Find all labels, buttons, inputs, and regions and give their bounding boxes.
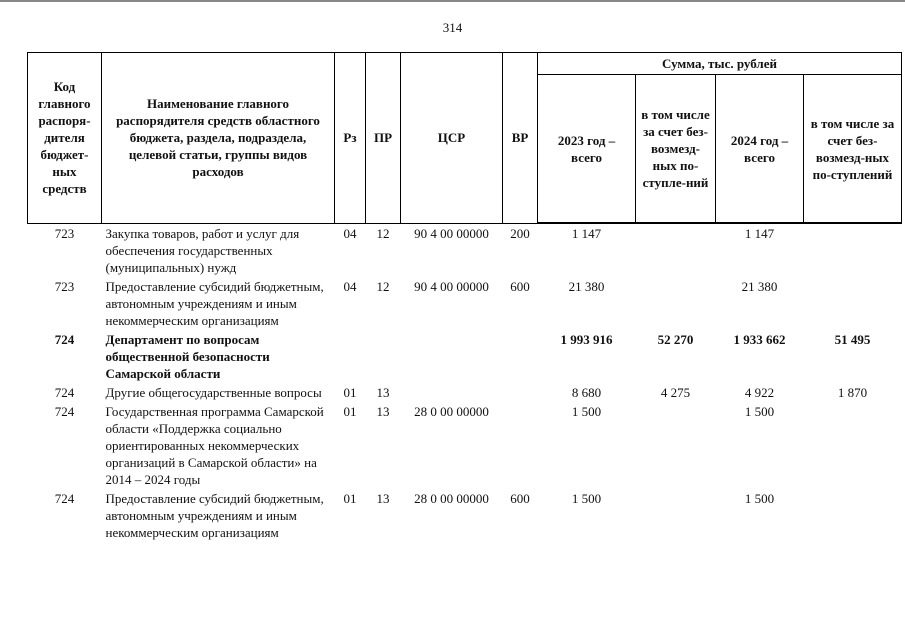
free-2024-cell	[804, 402, 902, 489]
table-row	[28, 330, 902, 383]
csr-cell	[401, 383, 503, 402]
sum-2024-cell: 4 922	[744, 384, 775, 400]
name-cell: Закупка товаров, работ и услуг для обеспечения государственных (муниципальных) нужд	[105, 225, 300, 275]
vr-cell	[503, 383, 538, 402]
free-2023-cell	[636, 223, 716, 277]
table-row	[28, 383, 902, 402]
sum-2023-cell: 1 500	[571, 490, 602, 506]
sum-2023-cell: 8 680	[571, 384, 602, 400]
header-2023-total: 2023 год – всего	[538, 75, 636, 224]
sum-2024-cell: 1 500	[744, 403, 775, 419]
name-cell: Другие общегосударственные вопросы	[105, 384, 322, 400]
sum-2023-cell: 1 147	[571, 226, 602, 241]
name-cell: Предоставление субсидий бюджетным, автономным учреждениям и иным некоммерческим организациям	[105, 278, 324, 328]
table-row	[28, 402, 902, 489]
table-row	[28, 223, 902, 277]
code-cell: 724	[54, 403, 75, 419]
csr-cell: 28 0 00 00000	[414, 403, 489, 419]
sum-2024-cell: 21 380	[741, 278, 778, 294]
pr-cell: 13	[376, 384, 390, 400]
page-number: 314	[442, 20, 463, 35]
table-header	[28, 53, 902, 224]
header-name: Наименование главного распорядителя средств областного бюджета, раздела, подраздела, целевой статьи, группы видов расходов	[102, 53, 335, 224]
vr-cell: 600	[510, 490, 530, 506]
code-cell: 724	[54, 331, 75, 347]
code-cell: 724	[54, 384, 75, 400]
csr-cell: 28 0 00 00000	[414, 490, 489, 506]
sum-2024-cell: 1 147	[744, 226, 775, 241]
csr-cell	[401, 330, 503, 383]
pr-cell: 12	[376, 278, 390, 294]
name-cell: Государственная программа Самарской области «Поддержка социально ориентированных некоммерческих организаций в Самарской области» на 2014 – 2024 годы	[105, 403, 324, 487]
header-2024-total: 2024 год – всего	[716, 75, 804, 224]
vr-cell: 600	[510, 278, 530, 294]
header-csr: ЦСР	[401, 53, 503, 224]
header-sum: Сумма, тыс. рублей	[538, 53, 902, 75]
table-body	[28, 223, 902, 542]
csr-cell: 90 4 00 00000	[414, 225, 489, 241]
page-top-edge	[0, 0, 905, 2]
rz-cell: 04	[343, 278, 357, 294]
header-pr: ПР	[366, 53, 401, 224]
vr-cell: 200	[510, 225, 530, 241]
table-row	[28, 277, 902, 330]
free-2023-cell: 52 270	[657, 331, 694, 347]
code-cell: 724	[54, 490, 75, 506]
rz-cell: 01	[343, 403, 357, 419]
vr-cell	[503, 330, 538, 383]
free-2023-cell	[636, 489, 716, 542]
free-2023-cell: 4 275	[660, 384, 691, 400]
free-2024-cell: 1 870	[837, 384, 868, 400]
sum-2023-cell: 1 993 916	[560, 331, 613, 347]
rz-cell: 01	[343, 490, 357, 506]
sum-2023-cell: 1 500	[571, 403, 602, 419]
free-2024-cell: 51 495	[834, 331, 871, 347]
pr-cell: 12	[376, 225, 390, 241]
pr-cell	[366, 330, 401, 383]
free-2024-cell	[804, 223, 902, 277]
code-cell: 723	[54, 225, 75, 241]
name-cell: Предоставление субсидий бюджетным, автономным учреждениям и иным некоммерческим организациям	[105, 490, 324, 540]
free-2023-cell	[636, 277, 716, 330]
budget-table	[27, 52, 902, 542]
rz-cell: 01	[343, 384, 357, 400]
pr-cell: 13	[376, 403, 390, 419]
name-cell: Департамент по вопросам общественной безопасности Самарской области	[105, 331, 270, 381]
vr-cell	[503, 402, 538, 489]
header-vr: ВР	[503, 53, 538, 224]
header-rz: Рз	[335, 53, 366, 224]
rz-cell	[335, 330, 366, 383]
header-2024-free: в том числе за счет без-возмезд-ных по-ступлений	[804, 75, 902, 224]
header-code: Код главного распоря-дителя бюджет-ных средств	[28, 53, 102, 224]
table-row	[28, 489, 902, 542]
code-cell: 723	[54, 278, 75, 294]
free-2023-cell	[636, 402, 716, 489]
free-2024-cell	[804, 277, 902, 330]
sum-2023-cell: 21 380	[568, 278, 605, 294]
header-2023-free: в том числе за счет без-возмезд-ных по-ступле-ний	[636, 75, 716, 224]
sum-2024-cell: 1 500	[744, 490, 775, 506]
pr-cell: 13	[376, 490, 390, 506]
csr-cell: 90 4 00 00000	[414, 278, 489, 294]
free-2024-cell	[804, 489, 902, 542]
rz-cell: 04	[343, 225, 357, 241]
sum-2024-cell: 1 933 662	[733, 331, 786, 347]
